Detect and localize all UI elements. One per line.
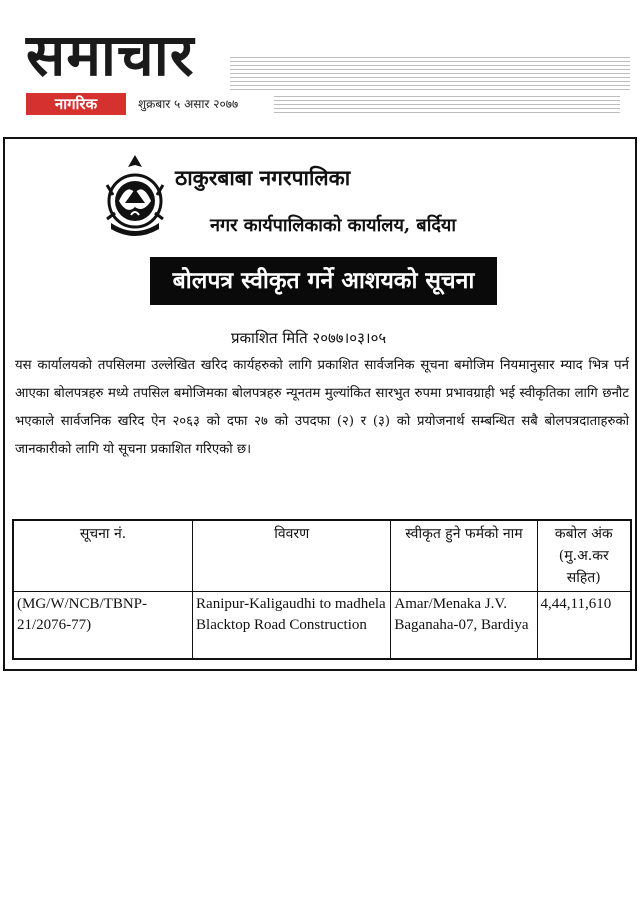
header-bid-amount: कबोल अंक (मु.अ.कर सहित): [537, 520, 631, 592]
office-name: नगर कार्यपालिकाको कार्यालय, बर्दिया: [210, 215, 457, 236]
table-header-row: [13, 520, 631, 592]
masthead: [22, 20, 622, 120]
newspaper-brand: नागरिक: [26, 93, 126, 115]
organization-name: ठाकुरबाबा नगरपालिका: [175, 165, 351, 190]
header-description: विवरण: [193, 520, 391, 592]
published-date: प्रकाशित मिति २०७७।०३।०५: [231, 329, 387, 347]
masthead-title: समाचार: [26, 21, 195, 89]
bid-table: [12, 519, 632, 660]
notice-body: यस कार्यालयको तपसिलमा उल्लेखित खरिद कार्यहरुको लागि प्रकाशित सार्वजनिक सूचना बमोजिम नियमानुसार म्याद भित्र पर्न आएका बोलपत्रहरु मध्ये तपसिल बमोजिमका बोलपत्रहरु न्यूनतम मुल्यांकित सारभुत रुपमा प्रभावग्राही भई स्वीकृतिका लागि छनौट भएकाले सार्वजनिक खरिद ऐन २०६३ को दफा २७ को उपदफा (२) र (३) को प्रयोजनार्थ सम्बन्धित सबै बोलपत्रदाताहरुको जानकारीको लागि यो सूचना प्रकाशित गरिएको छ।: [15, 358, 629, 457]
cell-description: Ranipur-Kaligaudhi to madhela Blacktop Road Construction: [193, 592, 391, 660]
header-notice-no: सूचना नं.: [13, 520, 193, 592]
cell-bid-amount: 4,44,11,610: [537, 592, 631, 660]
notice-heading: बोलपत्र स्वीकृत गर्ने आशयको सूचना: [150, 257, 497, 305]
nepal-emblem-icon: [105, 153, 165, 241]
masthead-bar: [26, 93, 620, 115]
header-firm-name: स्वीकृत हुने फर्मको नाम: [391, 520, 537, 592]
masthead-bar-hatch-decoration: [274, 95, 620, 113]
table-row: [13, 592, 631, 660]
cell-firm-name: Amar/Menaka J.V. Baganaha-07, Bardiya: [391, 592, 537, 660]
publication-date: शुक्रबार ५ असार २०७७: [138, 93, 244, 115]
masthead-hatch-decoration: [230, 54, 630, 90]
cell-notice-no: (MG/W/NCB/TBNP-21/2076-77): [13, 592, 193, 660]
notice-box: [3, 137, 637, 671]
